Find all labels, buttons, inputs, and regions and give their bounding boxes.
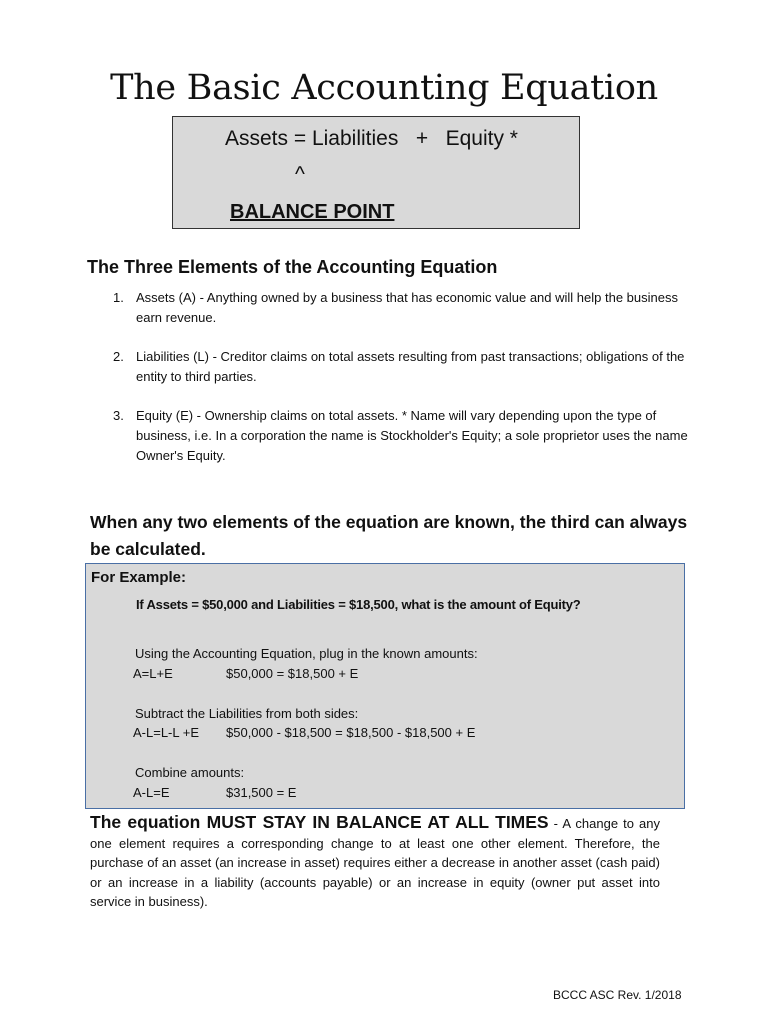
balance-rule-paragraph [90,813,660,912]
example-title: For Example: [91,569,187,586]
list-number: 2. [113,349,124,364]
list-item-text: Liabilities (L) - Creditor claims on total assets resulting from past transactions; obligations of the entity to third parties. [136,349,685,384]
revision-footer: BCCC ASC Rev. 1/2018 [553,988,682,1002]
page-title: The Basic Accounting Equation [110,68,658,108]
list-item [110,288,690,328]
step3-text: Combine amounts: [135,765,245,780]
step3-amounts: $31,500 = E [226,785,297,800]
balance-rule-text: - A change to any one element requires a corresponding change to at least one other element. Therefore, the purchase of an asset (an increase in asset) requires either a decrease in another asset (cash paid) or an increase in a liability (accounts payable) or an increase in equity (owner put asset into service in business). [90,816,660,909]
balance-rule-lead: The equation MUST STAY IN BALANCE AT ALL TIMES [90,812,549,832]
list-item [110,406,690,466]
step1-amounts: $50,000 = $18,500 + E [226,666,359,681]
list-item [110,347,690,387]
equation-text: Assets = Liabilities + Equity * [225,127,518,150]
example-question: If Assets = $50,000 and Liabilities = $18,500, what is the amount of Equity? [136,597,581,612]
elements-list [110,288,690,485]
step2-text: Subtract the Liabilities from both sides: [135,706,359,721]
step3-formula: A-L=E [133,785,170,800]
list-number: 3. [113,408,124,423]
example-box [85,563,685,809]
equation-box [172,116,580,229]
known-elements-statement: When any two elements of the equation are known, the third can always be calculated. [90,512,688,559]
step2-amounts: $50,000 - $18,500 = $18,500 - $18,500 + E [226,725,476,740]
list-item-text: Assets (A) - Anything owned by a business that has economic value and will help the business earn revenue. [136,290,678,325]
elements-heading: The Three Elements of the Accounting Equation [87,257,498,277]
step2-formula: A-L=L-L +E [133,725,200,740]
balance-point-label: BALANCE POINT [230,201,395,223]
step1-text: Using the Accounting Equation, plug in the known amounts: [135,646,478,661]
list-item-text: Equity (E) - Ownership claims on total assets. * Name will vary depending upon the type of business, i.e. In a corporation the name is Stockholder's Equity; a sole proprietor uses the name Owner's Equity. [136,408,688,463]
caret-marker: ^ [295,163,305,186]
step1-formula: A=L+E [133,666,173,681]
list-number: 1. [113,290,124,305]
